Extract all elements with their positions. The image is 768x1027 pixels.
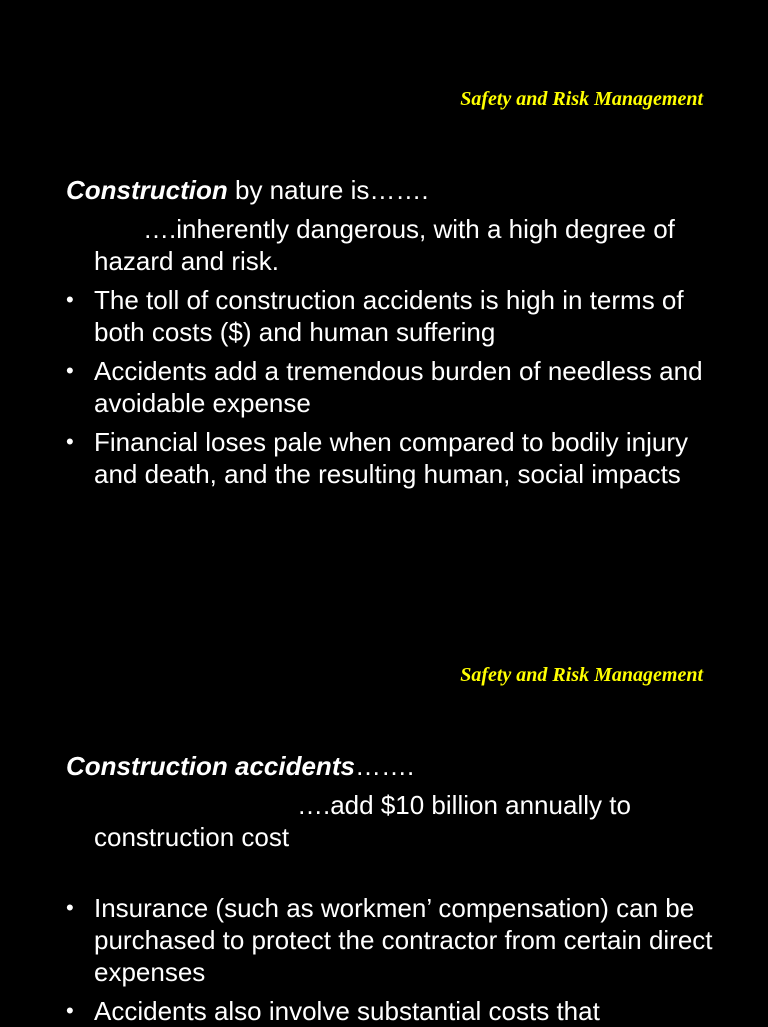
continuation-body: ….add $10 billion annually to construction cost — [94, 790, 631, 852]
slide-body — [66, 174, 716, 490]
list-item — [66, 995, 716, 1027]
bullet-list — [66, 284, 716, 490]
bullet-text: Financial loses pale when compared to bodily injury and death, and the resulting human, social impacts — [94, 427, 688, 489]
slide-body — [66, 750, 716, 1027]
bullet-icon: • — [66, 287, 74, 312]
list-item — [66, 426, 716, 490]
bullet-icon: • — [66, 998, 74, 1023]
slide-title: Safety and Risk Management — [460, 664, 703, 686]
lead-rest: by nature is……. — [227, 175, 429, 205]
list-item — [66, 355, 716, 419]
list-item — [66, 284, 716, 348]
bullet-icon: • — [66, 429, 74, 454]
lead-line — [66, 750, 716, 782]
bullet-text: Accidents add a tremendous burden of needless and avoidable expense — [94, 356, 703, 418]
bullet-text: The toll of construction accidents is high in terms of both costs ($) and human suffering — [94, 285, 684, 347]
lead-emphasis: Construction — [66, 175, 228, 205]
lead-emphasis: Construction accidents — [66, 751, 355, 781]
bullet-icon: • — [66, 895, 74, 920]
continuation-text — [94, 789, 716, 853]
bullet-icon: • — [66, 358, 74, 383]
slide-title: Safety and Risk Management — [460, 88, 703, 110]
list-item — [66, 892, 716, 988]
continuation-body: ….inherently dangerous, with a high degree of hazard and risk. — [94, 214, 675, 276]
bullet-text: Accidents also involve substantial costs that — [94, 996, 600, 1026]
lead-line — [66, 174, 716, 206]
lead-rest: ……. — [354, 751, 415, 781]
slide-2 — [0, 576, 768, 1024]
continuation-text — [94, 213, 716, 277]
bullet-text: Insurance (such as workmen’ compensation) can be purchased to protect the contractor from certain direct expenses — [94, 893, 713, 987]
bullet-list — [66, 892, 716, 1027]
